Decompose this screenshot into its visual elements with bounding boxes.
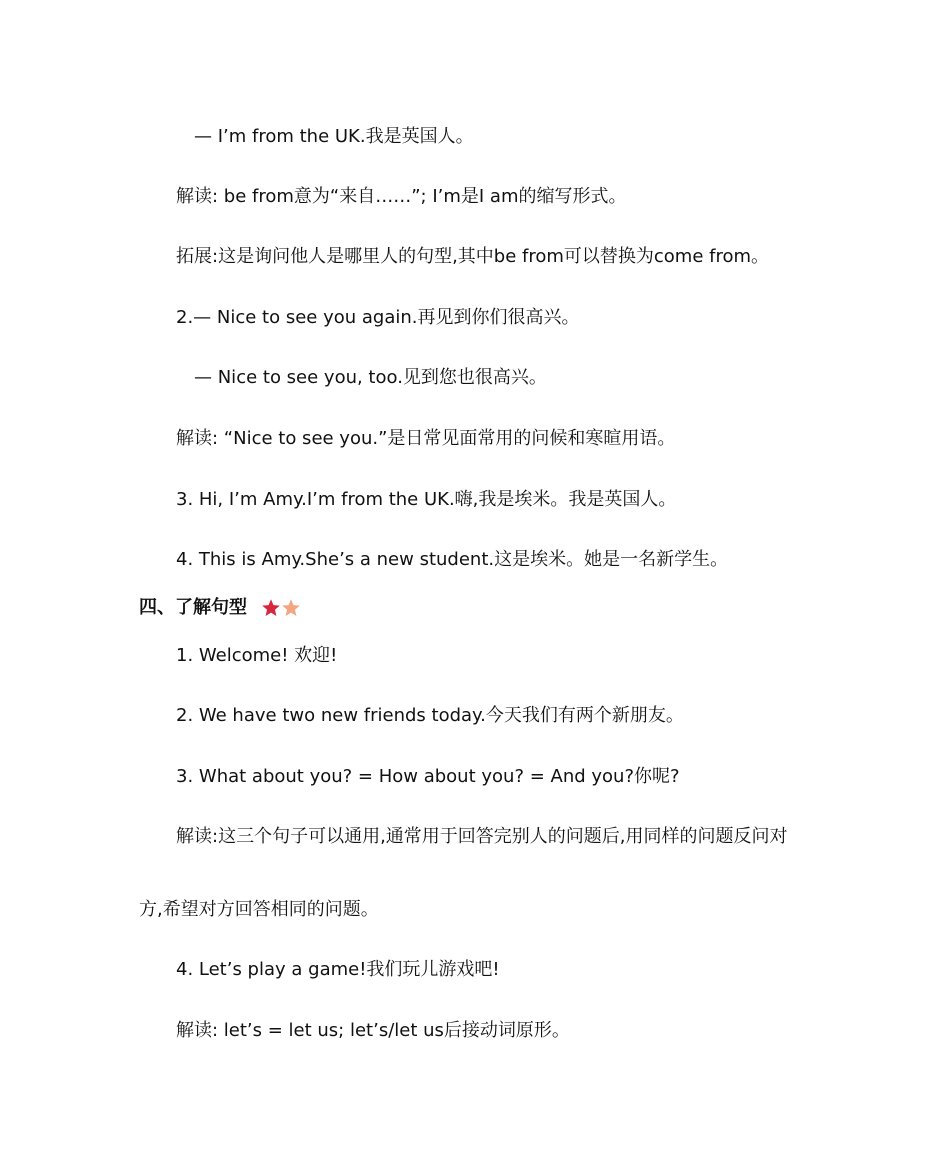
section-line-7: 解读: let’s = let us; let’s/let us后接动词原形。: [176, 1020, 570, 1041]
section-line-5: 方,希望对方回答相同的问题。: [139, 899, 379, 920]
text-line-7: 3. Hi, I’m Amy.I’m from the UK.嗨,我是埃米。我是英国人。: [176, 489, 677, 510]
section-line-4: 解读:这三个句子可以通用,通常用于回答完别人的问题后,用同样的问题反问对: [176, 826, 788, 847]
section-title: 四、了解句型: [139, 597, 247, 618]
text-line-1: — I’m from the UK.我是英国人。: [194, 126, 474, 147]
text-line-4: 2.— Nice to see you again.再见到你们很高兴。: [176, 307, 580, 328]
text-line-6: 解读: “Nice to see you.”是日常见面常用的问候和寒暄用语。: [176, 428, 676, 449]
section-line-3: 3. What about you? = How about you? = And you?你呢?: [176, 766, 680, 787]
star-full-icon: [261, 598, 281, 618]
section-line-6: 4. Let’s play a game!我们玩儿游戏吧!: [176, 959, 500, 980]
text-line-5: — Nice to see you, too.见到您也很高兴。: [194, 367, 547, 388]
section-heading: [139, 596, 301, 620]
text-line-3: 拓展:这是询问他人是哪里人的句型,其中be from可以替换为come from。: [176, 246, 770, 267]
text-line-2: 解读: be from意为“来自……”; I’m是I am的缩写形式。: [176, 186, 627, 207]
section-line-2: 2. We have two new friends today.今天我们有两个新朋友。: [176, 705, 684, 726]
text-line-8: 4. This is Amy.She’s a new student.这是埃米。她是一名新学生。: [176, 549, 729, 570]
section-line-1: 1. Welcome! 欢迎!: [176, 645, 338, 666]
star-half-icon: [281, 598, 301, 618]
rating-stars: [261, 598, 301, 618]
